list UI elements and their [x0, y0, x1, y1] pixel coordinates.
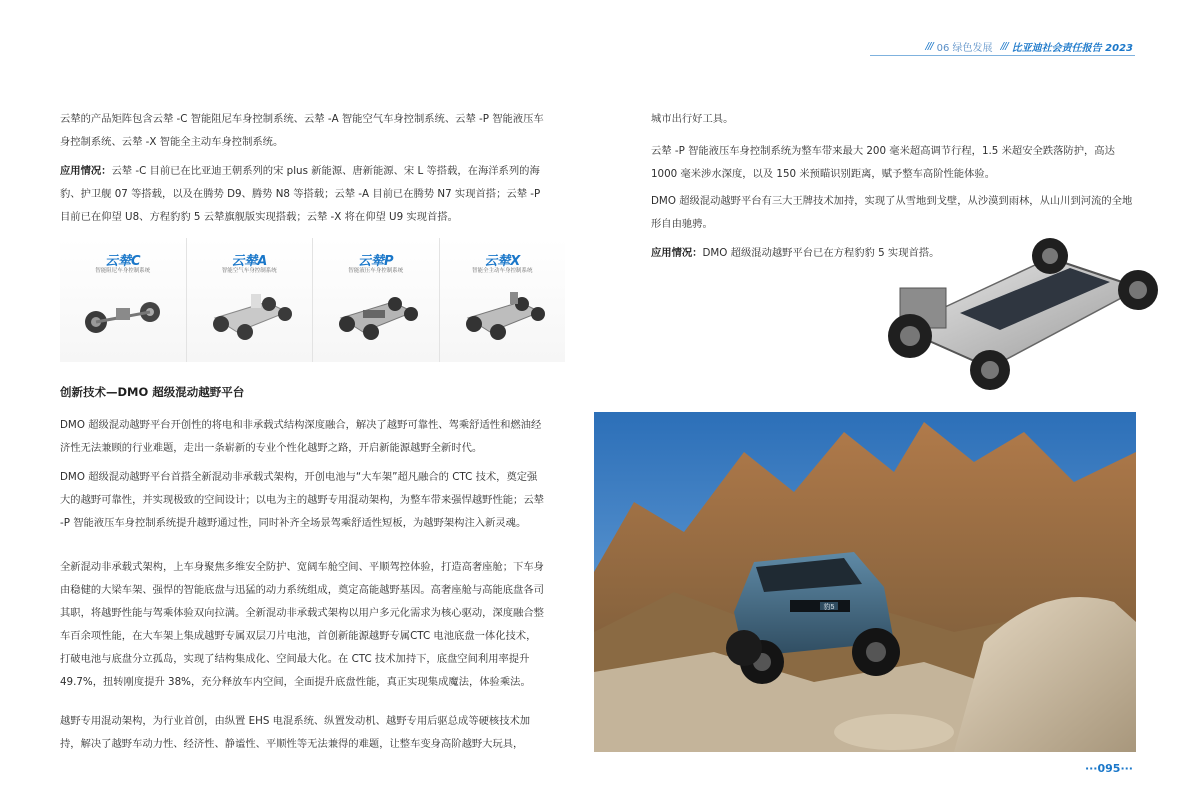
non-load-bearing-paragraph: 全新混动非承载式架构，上车身聚焦多维安全防护、宽阔车舱空间、平顺驾控体验，打造高奢座舱；下车身由稳健的大梁车架、强悍的智能底盘与迅猛的动力系统组成，奠定高能越野基因。高奢座舱与高能底盘各司其职，将越野性能与驾乘体验双向拉满。全新混动非承载式架构以用户多元化需求为核心驱动，深度融合整车百余项性能，在大车架上集成越野专属双层刀片电池，首创新能源越野专属CTC 电池底盘一体化技术，打破电池与底盘分立孤岛，实现了结构集成化、空间最大化。在 CTC 技术加持下，底盘空间利用率提升 49.7%，扭转刚度提升 38%，充分释放车内空间，全面提升底盘性能，真正实现集成魔法，体验乘法。 [60, 561, 544, 688]
section-heading: 创新技术—DMO 超级混动越野平台 [60, 385, 245, 399]
suspension-image [80, 288, 166, 340]
yunnian-c-title: 云辇C [104, 254, 141, 269]
yunnian-c-card [60, 238, 187, 362]
hybrid-architecture-paragraph: 越野专用混动架构，为行业首创，由纵置 EHS 电混系统、纵置发动机、越野专用后驱总成等硬核技术加持，解决了越野车动力性、经济性、静谧性、平顺性等无法兼得的难题，让整车变身高阶越野大玩具， [60, 715, 531, 750]
yunnian-x-title: 云辇X [484, 254, 521, 269]
application-text: 云辇 -C 目前已在比亚迪王朝系列的宋 plus 新能源、唐新能源、宋 L 等搭载，在海洋系列的海豹、护卫舰 07 等搭载，以及在腾势 D9、腾势 N8 等搭载；云辇 -A 目前已在腾势 N7 实现首搭；云辇 -P 目前已在仰望 U8、方程豹豹 5 云辇旗舰版实现搭载；云辇 -X 将在仰望 U9 实现首搭。 [60, 165, 541, 223]
yunnian-p-subtitle: 智能液压车身控制系统 [348, 268, 404, 274]
chassis-image [207, 288, 293, 340]
yunnian-x-subtitle: 智能全主动车身控制系统 [471, 268, 533, 274]
dmo-architecture-paragraph: DMO 超级混动越野平台首搭全新混动非承载式架构，开创电池与“大车架”超凡融合的 CTC 技术，奠定强大的越野可靠性，并实现极致的空间设计；以电为主的越野专用混动架构，为整车带来强悍越野性能；云辇 -P 智能液压车身控制系统提升越野通过性，同时补齐全场景驾乘舒适性短板，为越野架构注入新灵魂。 [60, 471, 544, 529]
yunnian-a-subtitle: 智能空气车身控制系统 [221, 268, 277, 274]
application-label: 应用情况： [60, 165, 112, 177]
dmo-terrain-paragraph: DMO 超级混动越野平台有三大王牌技术加持，实现了从雪地到戈壁，从沙漠到雨林，从山川到河流的全地形自由驰骋。 [651, 195, 1133, 230]
yunnian-application-paragraph [60, 160, 546, 229]
header-slashes: /// [1000, 40, 1008, 52]
yunnian-product-panel [60, 238, 565, 362]
continuation-paragraph: 城市出行好工具。 [651, 113, 734, 125]
yunnian-a-card [187, 238, 314, 362]
report-title: 比亚迪社会责任报告 2023 [1011, 42, 1133, 54]
yunnian-c-subtitle: 智能阻尼车身控制系统 [95, 268, 151, 274]
license-plate-text: 豹5 [823, 604, 835, 611]
header-slashes: /// [925, 40, 933, 52]
page-header [926, 37, 1133, 55]
application-label: 应用情况： [651, 247, 703, 259]
page-number: ···095··· [1084, 762, 1133, 775]
yunnian-p-title: 云辇P [357, 254, 394, 269]
yunnian-intro-paragraph: 云辇的产品矩阵包含云辇 -C 智能阻尼车身控制系统、云辇 -A 智能空气车身控制系统、云辇 -P 智能液压车身控制系统、云辇 -X 智能全主动车身控制系统。 [60, 113, 544, 148]
yunnian-a-title: 云辇A [231, 254, 268, 269]
application-text: DMO 超级混动越野平台已在方程豹豹 5 实现首搭。 [702, 247, 940, 259]
header-divider [870, 55, 1135, 56]
dmo-intro-paragraph: DMO 超级混动越野平台开创性的将电和非承载式结构深度融合，解决了越野可靠性、驾乘舒适性和燃油经济性无法兼顾的行业难题，走出一条崭新的专业个性化越野之路，开启新能源越野全新时代。 [60, 419, 542, 454]
dmo-chassis-image [880, 218, 1160, 390]
chassis-image [460, 288, 546, 340]
chassis-image [333, 288, 419, 340]
yunnian-x-card [440, 238, 566, 362]
off-road-vehicle-photo [594, 412, 1136, 752]
yunnian-p-card [313, 238, 440, 362]
section-label: 06 绿色发展 [936, 42, 993, 54]
yunnian-p-paragraph: 云辇 -P 智能液压车身控制系统为整车带来最大 200 毫米超高调节行程，1.5 米超安全跌落防护，高达1000 毫米涉水深度，以及 150 米预瞄识别距离，赋予整车高阶性能体验。 [651, 145, 1115, 180]
